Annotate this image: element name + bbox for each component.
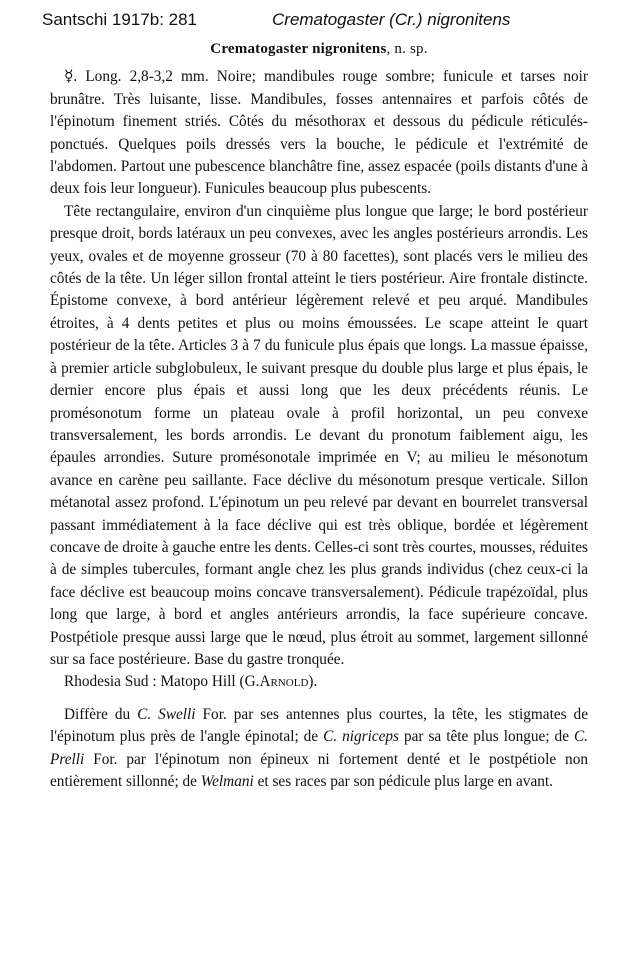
comparison-text-1: Diffère du (64, 705, 138, 723)
comparison-text-5: et ses races par son pédicule plus large en avant. (253, 773, 553, 790)
locality-end: ). (308, 673, 318, 691)
locality-collector: Arnold (259, 673, 309, 691)
comparison-text-4: For. par l'épinotum non épineux ni fortement denté et le postpétiole non entièrement sillonné; de (50, 750, 588, 790)
description-paragraph-head-thorax: Tête rectangulaire, environ d'un cinquième plus longue que large; le bord postérieur presque droit, bords latéraux un peu convexes, avec les angles postérieurs arrondis. Les yeux, ovales et de moyenne grosseur (70 à 80 facettes), sont placés vers le milieu des côtés de la tête. Un léger sillon frontal atteint le tiers postérieur. Aire frontale distincte. Épistome convexe, à bord antérieur légèrement relevé et peu arqué. Mandibules étroites, à 4 dents petites et plus ou moins émoussées. Le scape atteint le quart postérieur de la tête. Articles 3 à 7 du funicule plus épais que longs. La massue épaisse, à premier article subglobuleux, le suivant presque du double plus large et plus épais, le dernier encore plus épais et aussi long que les deux précédents réunis. Le promésonotum forme un plateau ovale à profil horizontal, un peu convexe transversalement, les bords arrondis. Le devant du pronotum faiblement aigu, les épaules arrondies. Suture promésonotale imprimée en V; au milieu le mésonotum avance en carène peu saillante. Face déclive du mésonotum presque verticale. Sillon métanotal assez profond. L'épinotum un peu relevé par devant en bourrelet transversal passant immédiatement à la face déclive qui est très oblique, bordée et légèrement concave de droite à gauche entre les dents. Celles-ci sont très courtes, mousses, réduites à de simples tubercules, formant angle chez les plus grands individus (chez ceux-ci la face déclive est beaucoup moins concave transversalement). Pédicule trapézoïdal, plus long que large, à bord et angles antérieurs arrondis, la face supérieure concave. Postpétiole presque aussi large que le nœud, plus étroit au sommet, largement sillonné sur sa face postérieure. Base du gastre tronquée. (50, 202, 588, 668)
species-ref-nigriceps: C. nigriceps (323, 728, 400, 746)
species-status: , n. sp. (386, 41, 428, 57)
locality-line (50, 671, 588, 693)
source-header (40, 6, 607, 32)
locality-place: Rhodesia Sud : Matopo Hill (G. (64, 673, 260, 691)
species-name: Crematogaster nigronitens (210, 41, 387, 57)
comparison-text-2: For. par ses antennes plus courtes, la tête, les stigmates de l'épinotum plus près de l'angle épinotal; de (50, 705, 588, 746)
taxon-label: Crematogaster (Cr.) nigronitens (272, 10, 511, 29)
species-ref-prelli: C. Prelli (50, 728, 588, 768)
description-paragraph-worker: ☿. Long. 2,8-3,2 mm. Noire; mandibules rouge sombre; funicule et tarses noir brunâtre. Très luisante, lisse. Mandibules, fosses antennaires et parfois côtés de l'épinotum finement striés. Côtés du mésothorax et dessous du pédicule réticulés-ponctués. Quelques poils dressés vers la bouche, le pédicule et l'extrémité de l'abdomen. Partout une pubescence blanchâtre fine, assez espacée (poils distants d'une à deux fois leur longueur). Funicules beaucoup plus pubescents. (50, 68, 588, 198)
comparison-text-3: par sa tête plus longue; de (399, 728, 574, 746)
species-ref-swelli: C. Swelli (137, 705, 196, 723)
citation-label: Santschi 1917b: 281 (42, 10, 198, 29)
species-ref-welmani: Welmani (200, 773, 254, 790)
species-title (50, 38, 588, 60)
page-body (50, 38, 588, 793)
comparison-paragraph (50, 704, 588, 794)
